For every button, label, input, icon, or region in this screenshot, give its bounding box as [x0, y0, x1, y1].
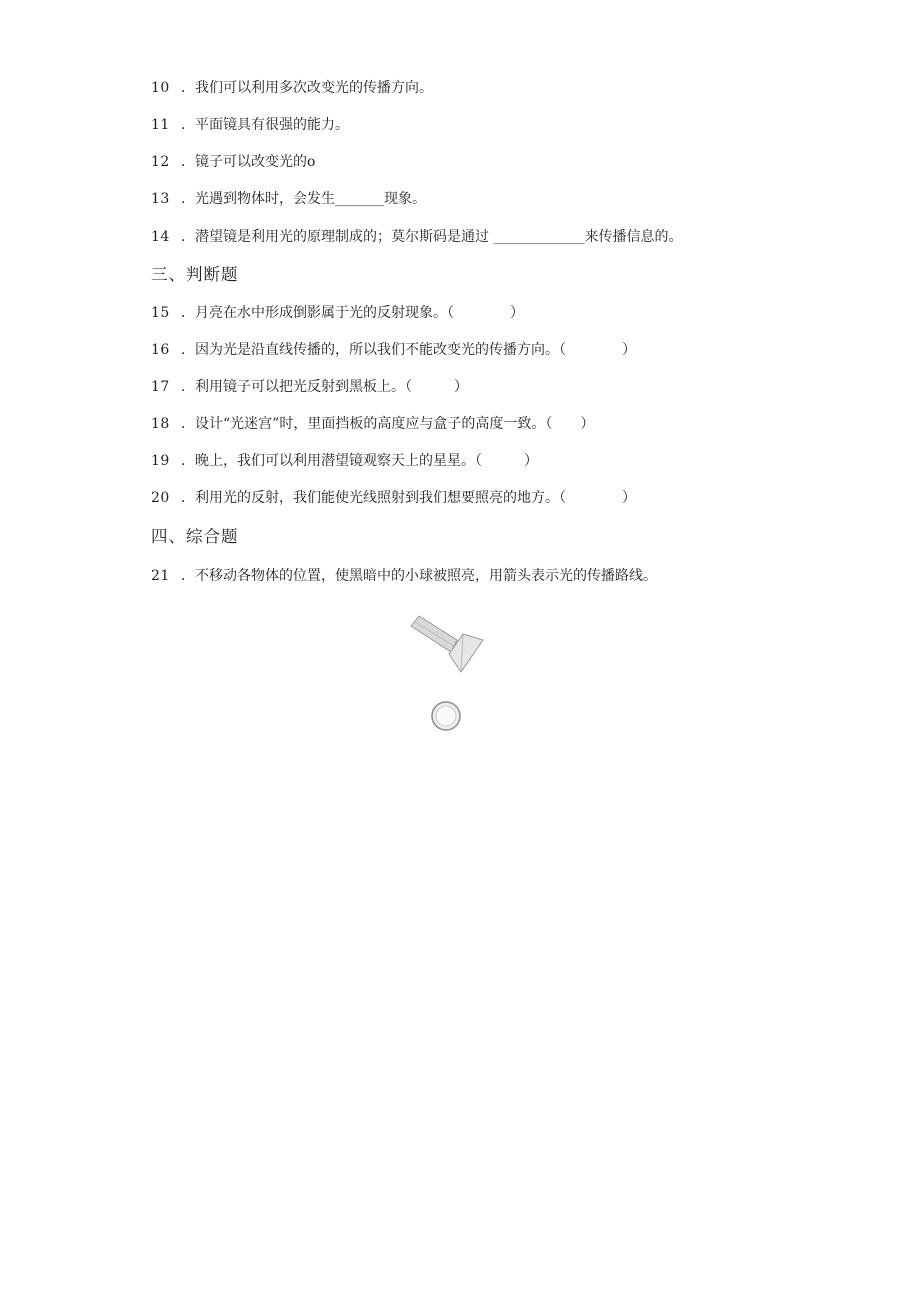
question-number: 14 [151, 229, 170, 245]
question-11 [151, 116, 349, 134]
question-text: ．平面镜具有很强的能力。 [181, 117, 349, 133]
question-19 [151, 452, 538, 470]
question-12 [151, 153, 315, 171]
question-15 [151, 304, 524, 322]
question-18 [151, 415, 594, 433]
section-heading-judge: 三、判断题 [151, 265, 239, 284]
question-text: ．月亮在水中形成倒影属于光的反射现象。（ ） [181, 305, 524, 321]
question-text: ．利用镜子可以把光反射到黑板上。（ ） [181, 379, 468, 395]
question-17 [151, 378, 468, 396]
question-text: ．利用光的反射，我们能使光线照射到我们想要照亮的地方。（ ） [181, 490, 636, 506]
question-text: ．不移动各物体的位置，使黑暗中的小球被照亮，用箭头表示光的传播路线。 [181, 568, 657, 584]
question-13 [151, 190, 426, 208]
question-number: 10 [151, 80, 170, 96]
question-text: ．镜子可以改变光的o [181, 154, 316, 170]
question-text: ．设计“光迷宫”时，里面挡板的高度应与盒子的高度一致。（ ） [181, 416, 595, 432]
question-text: ．我们可以利用多次改变光的传播方向。 [181, 80, 433, 96]
question-number: 11 [151, 117, 170, 133]
question-14 [151, 228, 682, 246]
question-number: 19 [151, 453, 170, 469]
section-heading-comprehensive: 四、综合题 [151, 527, 239, 546]
figure-svg [405, 610, 495, 735]
question-21 [151, 567, 657, 585]
question-number: 18 [151, 416, 170, 432]
question-16 [151, 341, 636, 359]
question-number: 12 [151, 154, 170, 170]
ball-icon [432, 702, 460, 730]
flashlight-icon [411, 616, 483, 672]
question-text: ．潜望镜是利用光的原理制成的；莫尔斯码是通过 _____________来传播信息的。 [181, 229, 683, 245]
question-10 [151, 79, 433, 97]
question-number: 20 [151, 490, 170, 506]
question-number: 21 [151, 568, 170, 584]
question-21-figure [405, 610, 495, 735]
question-text: ．晚上，我们可以利用潜望镜观察天上的星星。（ ） [181, 453, 538, 469]
question-number: 16 [151, 342, 170, 358]
question-text: ．光遇到物体时，会发生_______现象。 [181, 191, 426, 207]
question-number: 17 [151, 379, 170, 395]
question-text: ．因为光是沿直线传播的，所以我们不能改变光的传播方向。（ ） [181, 342, 636, 358]
question-20 [151, 489, 636, 507]
question-number: 15 [151, 305, 170, 321]
question-number: 13 [151, 191, 170, 207]
